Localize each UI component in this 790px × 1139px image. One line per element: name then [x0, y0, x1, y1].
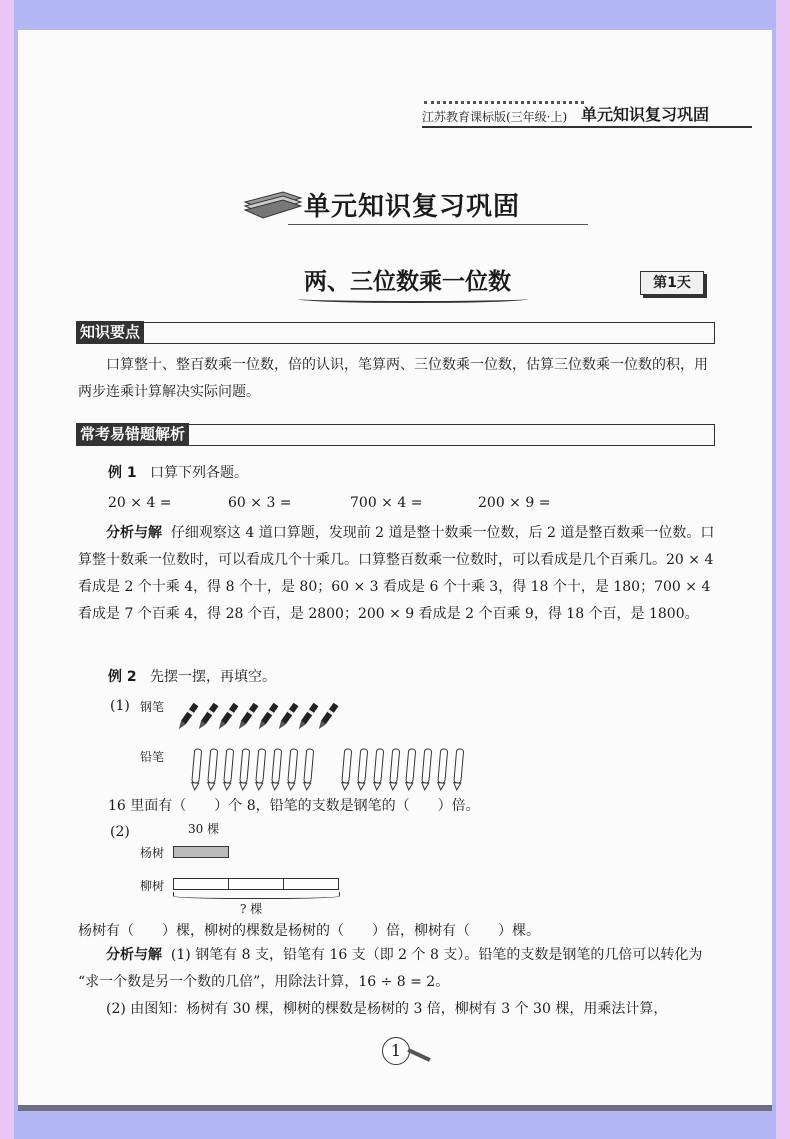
- pen-icon: [296, 703, 318, 731]
- pen-icon: [196, 703, 218, 731]
- example1-analysis-text: 仔细观察这 4 道口算题，发现前 2 道是整十数乘一位数，后 2 道是整百数乘一位数。口算整十数乘一位数时，可以看成几个十乘几。口算整百数乘一位数时，可以看成是几个百乘几。20 × 4 看成是 2 个十乘 4，得 8 个十，是 80；60 × 3 看成是 6 个十乘 3，得 18 个十，是 180；700 × 4 看成是 7 个百乘 4，得 28 个百，是 2800；200 × 9 看成是 2 个百乘 9，得 18 个百，是 1800。: [78, 525, 715, 622]
- frame-left: [0, 0, 14, 1139]
- unknown-label: ? 棵: [240, 902, 263, 916]
- pencil-icon: [421, 749, 432, 790]
- pen-label: 钢笔: [140, 700, 165, 714]
- pencil-icon: [239, 749, 250, 790]
- example2-part1-label: (1): [110, 698, 130, 714]
- header-title: 单元知识复习巩固: [581, 105, 710, 124]
- liu-bar-segment: [283, 878, 339, 890]
- header-rule: [422, 126, 752, 128]
- example2-analysis2: (2) 由图知：杨树有 30 棵，柳树的棵数是杨树的 3 倍，柳树有 3 个 30 棵，用乘法计算，: [106, 1001, 668, 1017]
- bottom-shadow: [18, 1105, 772, 1111]
- pencil-icon: [453, 749, 464, 790]
- example2-heading: [108, 666, 276, 686]
- pencil-icon: [303, 749, 314, 790]
- sub-title-underline: [298, 295, 528, 303]
- liu-bar-segment: [173, 878, 229, 890]
- liu-brace: [173, 892, 340, 899]
- main-title: 单元知识复习巩固: [304, 192, 521, 222]
- header-edition: 江苏教育课标版(三年级·上): [422, 110, 568, 124]
- sub-title: 两、三位数乘一位数: [304, 268, 511, 295]
- example2-q1: 16 里面有（ ）个 8，铅笔的支数是钢笔的（ ）倍。: [108, 798, 480, 814]
- pencil-icon: [223, 749, 234, 790]
- example1-expr-4: 200 × 9 =: [478, 495, 551, 511]
- example1-analysis: [78, 520, 718, 628]
- pen-icon: [236, 703, 258, 731]
- pen-icon: [216, 703, 238, 731]
- example2-q2: 杨树有（ ）棵，柳树的棵数是杨树的（ ）倍，柳树有（ ）棵。: [78, 923, 540, 939]
- pencil-label: 铅笔: [140, 750, 165, 764]
- page-number: 1: [382, 1037, 410, 1065]
- example2-part2-label: (2): [110, 824, 130, 840]
- liu-bar-segment: [228, 878, 284, 890]
- example1-heading: [108, 462, 248, 482]
- pencil-icon: [437, 749, 448, 790]
- pencil-icon: [357, 749, 368, 790]
- pen-icon: [316, 703, 338, 731]
- pencil-icon: [271, 749, 282, 790]
- pencil-row: [173, 747, 473, 797]
- example2-analysis-label: 分析与解: [106, 947, 162, 963]
- section-errors-label: 常考易错题解析: [76, 423, 189, 445]
- example1-expr-3: 700 × 4 =: [350, 495, 423, 511]
- example1-expr-2: 60 × 3 =: [228, 495, 292, 511]
- pen-icon: [276, 703, 298, 731]
- example1-prompt: 口算下列各题。: [149, 465, 248, 481]
- pen-icon: [256, 703, 278, 731]
- pencil-icon: [207, 749, 218, 790]
- pencil-icon: [287, 749, 298, 790]
- example2-analysis1-text: (1) 钢笔有 8 支，铅笔有 16 支（即 2 个 8 支）。铅笔的支数是钢笔的几倍可以转化为 “求一个数是另一个数的几倍”，用除法计算，16 ÷ 8 = 2。: [78, 947, 703, 990]
- pencil-icon: [389, 749, 400, 790]
- pen-row: [176, 698, 346, 738]
- section-points-bar: [76, 322, 715, 344]
- document-page: [18, 30, 772, 1105]
- section-points-text: 口算整十、整百数乘一位数，倍的认识，笔算两、三位数乘一位数，估算三位数乘一位数的积，用两步连乘计算解决实际问题。: [78, 357, 708, 400]
- example1-label: 例 1: [108, 465, 137, 481]
- book-logo-icon: [243, 188, 303, 226]
- pencil-icon: [405, 749, 416, 790]
- pencil-icon: [341, 749, 352, 790]
- section-points-label: 知识要点: [76, 321, 144, 343]
- pencil-icon: [191, 749, 202, 790]
- pen-icon: [176, 703, 198, 731]
- bar-value-label: 30 棵: [188, 822, 220, 836]
- example1-expr-1: 20 × 4 =: [108, 495, 172, 511]
- example2-prompt: 先摆一摆，再填空。: [149, 669, 276, 685]
- header-dots: [424, 101, 584, 104]
- yang-bar: [173, 846, 229, 858]
- example1-analysis-label: 分析与解: [106, 525, 162, 541]
- yang-label: 杨树: [140, 846, 165, 860]
- pencil-icon: [255, 749, 266, 790]
- magnifier-handle-icon: [407, 1048, 430, 1062]
- example2-analysis1: [78, 942, 718, 996]
- liu-label: 柳树: [140, 879, 165, 893]
- example2-label: 例 2: [108, 669, 137, 685]
- pencil-icon: [373, 749, 384, 790]
- main-title-underline: [288, 224, 588, 225]
- day-badge: 第1天: [640, 271, 704, 295]
- frame-right: [776, 0, 790, 1139]
